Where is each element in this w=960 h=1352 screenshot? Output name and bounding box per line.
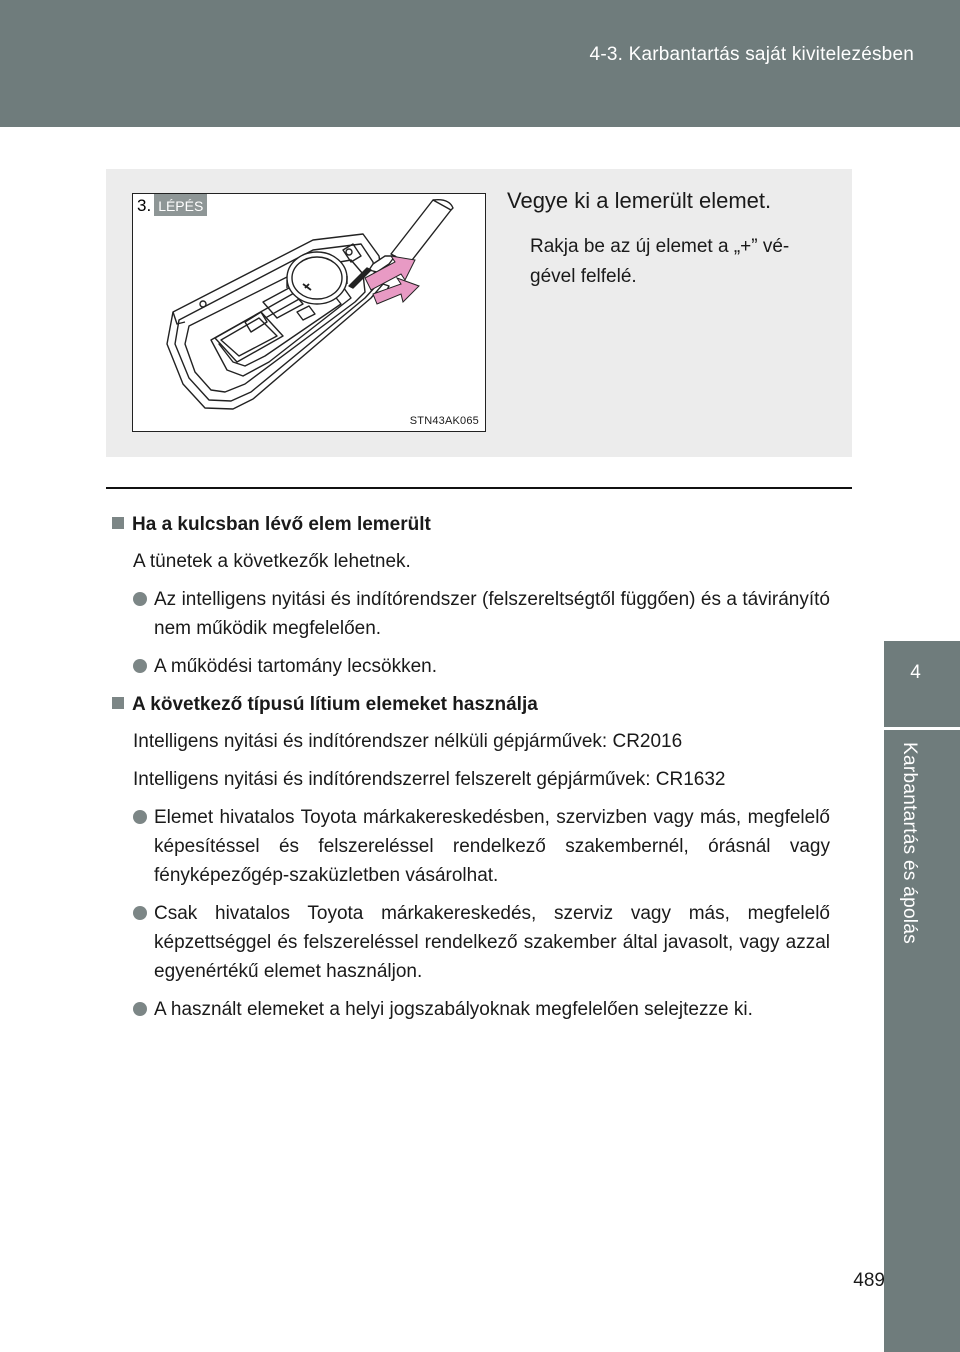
intro-text: A tünetek a következők lehetnek. — [133, 551, 411, 572]
step-number: 3. — [133, 194, 154, 216]
step-word: LÉPÉS — [154, 194, 207, 216]
list-item-text: Csak hivatalos Toyota márkakereskedés, szerviz vagy más, megfelelő képzettséggel és felszereléssel rendelkező szakember által javasolt, vagy azzal egyenértékű elemet használjon. — [154, 903, 830, 982]
list-item — [133, 585, 830, 643]
list-item-text: A használt elemeket a helyi jogszabályoknak megfelelően selejtezze ki. — [154, 999, 753, 1020]
heading-text: Ha a kulcsban lévő elem lemerült — [132, 514, 431, 535]
step-badge — [133, 194, 207, 216]
square-bullet-icon — [112, 697, 124, 709]
chapter-divider — [884, 727, 960, 730]
step-note: Rakja be az új elemet a „+” vé-gével felfelé. — [530, 236, 790, 287]
list-item — [133, 803, 830, 890]
section-heading — [112, 690, 830, 719]
chapter-box — [884, 641, 960, 727]
list-item — [133, 652, 830, 681]
chapter-title: Karbantartás és ápolás — [899, 742, 920, 944]
list-item-text: A működési tartomány lecsökken. — [154, 656, 438, 677]
circle-bullet-icon — [133, 810, 147, 824]
step-instruction: Vegye ki a lemerült elemet. — [507, 188, 772, 213]
section-heading — [112, 510, 830, 539]
key-battery-illustration — [132, 193, 486, 432]
section-title: 4-3. Karbantartás saját kivitelezésben — [589, 44, 914, 65]
circle-bullet-icon — [133, 906, 147, 920]
figure-code: STN43AK065 — [409, 415, 479, 427]
list-item-text: Elemet hivatalos Toyota márkakereskedésben, szervizben vagy más, megfelelő képesítéssel és felszereléssel rendelkező szakembernél, órásnál vagy fényképezőgép-szaküzletben vásárolhat. — [154, 807, 830, 886]
circle-bullet-icon — [133, 659, 147, 673]
intro-text: Intelligens nyitási és indítórendszerrel felszerelt gépjárművek: CR1632 — [133, 769, 726, 790]
circle-bullet-icon — [133, 1002, 147, 1016]
circle-bullet-icon — [133, 592, 147, 606]
list-item — [133, 899, 830, 986]
list-item — [133, 995, 830, 1024]
page-number: 489 — [853, 1270, 885, 1291]
square-bullet-icon — [112, 517, 124, 529]
intro-text: Intelligens nyitási és indítórendszer nélküli gépjárművek: CR2016 — [133, 731, 683, 752]
list-item-text: Az intelligens nyitási és indítórendszer (felszereltségtől függően) és a távirányító nem működik megfelelően. — [154, 589, 830, 639]
side-tab — [884, 641, 960, 1352]
content — [112, 510, 830, 1033]
section-divider — [106, 487, 852, 489]
heading-text: A következő típusú lítium elemeket használja — [132, 694, 538, 715]
chapter-number: 4 — [910, 662, 921, 683]
key-fob-drawing — [133, 194, 485, 431]
